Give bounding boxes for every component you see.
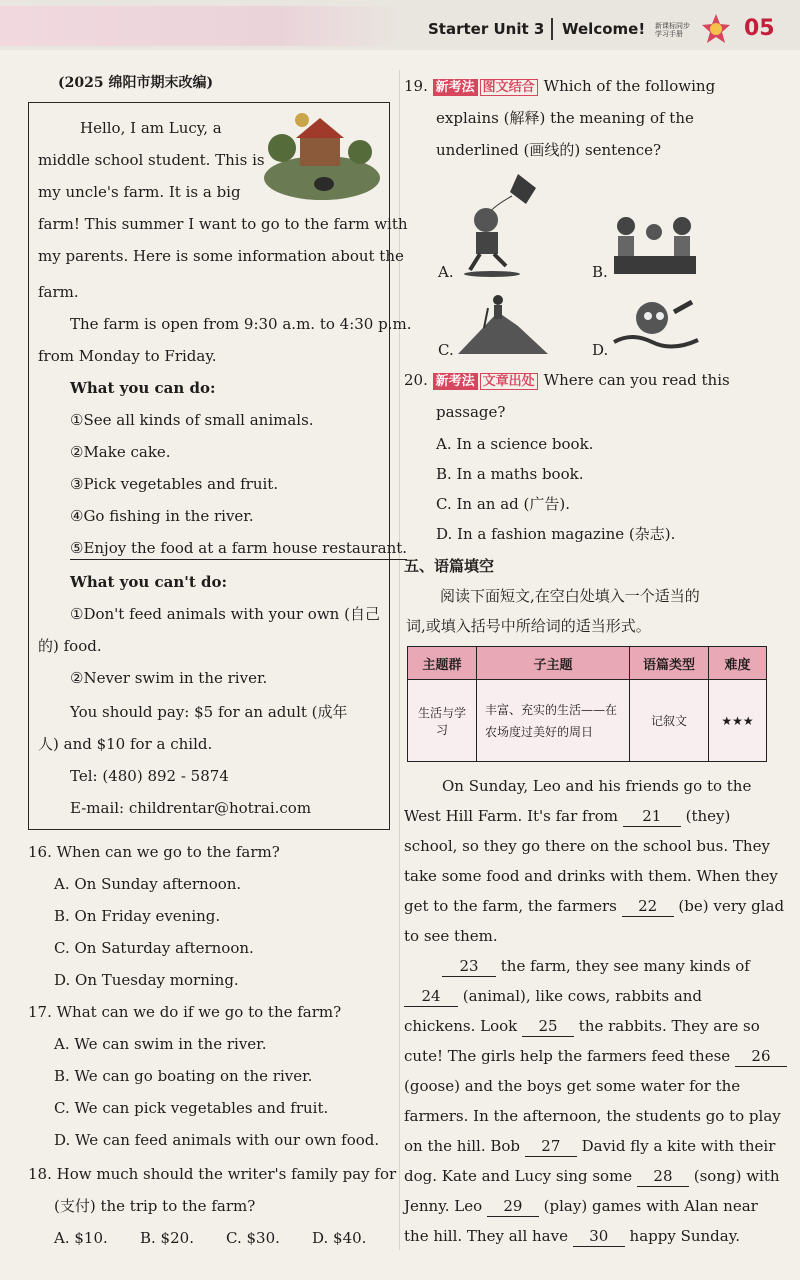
blank-25[interactable]: 25 xyxy=(522,1016,574,1037)
passage-line: farm. xyxy=(38,283,79,301)
cloze-line: to see them. xyxy=(404,927,498,945)
can-do-item: ②Make cake. xyxy=(70,443,171,461)
passage-line: my uncle's farm. It is a big xyxy=(38,183,241,201)
new-method-tag: 新考法 xyxy=(433,79,478,96)
cant-do-item: ②Never swim in the river. xyxy=(70,669,268,687)
table-header: 语篇类型 xyxy=(630,647,709,680)
blank-22[interactable]: 22 xyxy=(622,896,674,917)
question-17: 17. What can we do if we go to the farm? xyxy=(28,1003,342,1021)
cloze-text: (song) with xyxy=(693,1167,780,1185)
unit-title: Starter Unit 3 xyxy=(428,20,545,38)
blank-30[interactable]: 30 xyxy=(573,1226,625,1247)
cloze-line xyxy=(404,896,784,917)
option-16c[interactable]: C. On Saturday afternoon. xyxy=(54,939,254,957)
section-title: 五、语篇填空 xyxy=(404,557,495,575)
blank-27[interactable]: 27 xyxy=(525,1136,577,1157)
option-19c[interactable]: C. xyxy=(438,341,454,359)
cloze-text: dog. Kate and Lucy sing some xyxy=(404,1167,633,1185)
option-19a[interactable]: A. xyxy=(438,263,454,281)
topic-table xyxy=(407,646,767,762)
header-band xyxy=(0,6,400,46)
blank-23[interactable]: 23 xyxy=(442,956,496,977)
option-17a[interactable]: A. We can swim in the river. xyxy=(54,1035,267,1053)
cloze-line xyxy=(404,1166,780,1187)
picture-text-tag: 图文结合 xyxy=(480,79,538,96)
email-address: E-mail: childrentar@hotrai.com xyxy=(70,799,312,817)
blank-28[interactable]: 28 xyxy=(637,1166,689,1187)
option-20c[interactable]: C. In an ad (广告). xyxy=(436,495,570,513)
question-20-text: Where can you read this xyxy=(543,371,730,389)
can-do-item: ①See all kinds of small animals. xyxy=(70,411,314,429)
passage-source-tag: 文章出处 xyxy=(480,373,538,390)
option-17c[interactable]: C. We can pick vegetables and fruit. xyxy=(54,1099,329,1117)
new-method-tag: 新考法 xyxy=(433,373,478,390)
cloze-text: David fly a kite with their xyxy=(581,1137,776,1155)
option-16d[interactable]: D. On Tuesday morning. xyxy=(54,971,239,989)
phone-number: Tel: (480) 892 - 5874 xyxy=(70,767,229,785)
option-18a[interactable]: A. $10. xyxy=(54,1229,108,1247)
question-19-cont: underlined (画线的) sentence? xyxy=(436,141,662,159)
cloze-text: West Hill Farm. It's far from xyxy=(404,807,619,825)
cloze-line: school, so they go there on the school bus. They xyxy=(404,837,770,855)
people-eating-picture xyxy=(612,212,698,278)
question-19-text: Which of the following xyxy=(543,77,716,95)
question-19-cont: explains (解释) the meaning of the xyxy=(436,109,694,127)
table-header: 子主题 xyxy=(477,647,630,680)
cloze-line: farmers. In the afternoon, the students go to play xyxy=(404,1107,781,1125)
underlined-sentence: ⑤Enjoy the food at a farm house restaurant. xyxy=(70,538,407,560)
question-18: 18. How much should the writer's family pay for xyxy=(28,1165,397,1183)
question-number: 20. xyxy=(404,371,428,389)
cloze-text: chickens. Look xyxy=(404,1017,518,1035)
unit-subtitle: Welcome! xyxy=(562,20,646,38)
cloze-line xyxy=(404,806,730,827)
cloze-line xyxy=(404,1046,787,1067)
option-18c[interactable]: C. $30. xyxy=(226,1229,280,1247)
page-header xyxy=(0,0,800,50)
cloze-line xyxy=(442,956,750,977)
header-separator xyxy=(551,18,553,40)
cloze-line xyxy=(404,1136,775,1157)
question-20-cont: passage? xyxy=(436,403,506,421)
cloze-text: the farm, they see many kinds of xyxy=(500,957,750,975)
source-note: (2025 绵阳市期末改编) xyxy=(58,75,214,91)
cloze-text: get to the farm, the farmers xyxy=(404,897,617,915)
cloze-text: happy Sunday. xyxy=(629,1227,740,1245)
question-20 xyxy=(404,370,730,390)
option-20d[interactable]: D. In a fashion magazine (杂志). xyxy=(436,525,676,543)
option-16b[interactable]: B. On Friday evening. xyxy=(54,907,221,925)
cloze-line xyxy=(404,986,702,1007)
page-number: 05 xyxy=(744,16,775,41)
table-cell: ★★★ xyxy=(709,680,767,762)
passage-line: The farm is open from 9:30 a.m. to 4:30 p.m. xyxy=(70,315,412,333)
passage-line: middle school student. This is xyxy=(38,151,265,169)
section-instructions: 阅读下面短文,在空白处填入一个适当的 xyxy=(440,587,700,605)
price-line: You should pay: $5 for an adult (成年 xyxy=(70,703,348,721)
blank-26[interactable]: 26 xyxy=(735,1046,787,1067)
cloze-line xyxy=(404,1226,740,1247)
cloze-text: (they) xyxy=(685,807,731,825)
option-18b[interactable]: B. $20. xyxy=(140,1229,194,1247)
cant-do-heading: What you can't do: xyxy=(70,573,228,591)
can-do-item: ③Pick vegetables and fruit. xyxy=(70,475,279,493)
option-19d[interactable]: D. xyxy=(592,341,609,359)
blank-29[interactable]: 29 xyxy=(487,1196,539,1217)
cloze-text: cute! The girls help the farmers feed these xyxy=(404,1047,731,1065)
question-number: 19. xyxy=(404,77,428,95)
cloze-line: (goose) and the boys get some water for the xyxy=(404,1077,741,1095)
passage-line: my parents. Here is some information about the xyxy=(38,247,404,265)
option-16a[interactable]: A. On Sunday afternoon. xyxy=(54,875,242,893)
can-do-item: ④Go fishing in the river. xyxy=(70,507,254,525)
option-17b[interactable]: B. We can go boating on the river. xyxy=(54,1067,313,1085)
cloze-line xyxy=(404,1196,758,1217)
can-do-heading: What you can do: xyxy=(70,379,216,397)
swimming-picture xyxy=(612,292,702,356)
cloze-line: take some food and drinks with them. When they xyxy=(404,867,778,885)
cloze-line: On Sunday, Leo and his friends go to the xyxy=(442,777,752,795)
table-header: 难度 xyxy=(709,647,767,680)
question-19 xyxy=(404,76,715,96)
kite-flying-picture xyxy=(456,170,546,278)
table-cell: 生活与学习 xyxy=(408,680,477,762)
cloze-text: (animal), like cows, rabbits and xyxy=(462,987,703,1005)
cloze-text: on the hill. Bob xyxy=(404,1137,521,1155)
table-cell: 丰富、充实的生活——在农场度过美好的周日 xyxy=(477,680,630,762)
passage-line: Hello, I am Lucy, a xyxy=(80,119,222,137)
option-18d[interactable]: D. $40. xyxy=(312,1229,367,1247)
cloze-text: the rabbits. They are so xyxy=(578,1017,760,1035)
cloze-text: the hill. They all have xyxy=(404,1227,568,1245)
question-16: 16. When can we go to the farm? xyxy=(28,843,280,861)
question-18-cont: (支付) the trip to the farm? xyxy=(54,1197,256,1215)
blank-24[interactable]: 24 xyxy=(404,986,458,1007)
cloze-text: (be) very glad xyxy=(678,897,785,915)
table-header: 主题群 xyxy=(408,647,477,680)
cloze-text: (play) games with Alan near xyxy=(543,1197,758,1215)
option-20b[interactable]: B. In a maths book. xyxy=(436,465,584,483)
blank-21[interactable]: 21 xyxy=(623,806,681,827)
hiking-picture xyxy=(458,292,548,354)
cloze-line xyxy=(404,1016,760,1037)
section-instructions: 词,或填入括号中所给词的适当形式。 xyxy=(406,617,651,635)
option-17d[interactable]: D. We can feed animals with our own food. xyxy=(54,1131,380,1149)
flower-badge-icon xyxy=(700,12,732,48)
cant-do-item: ①Don't feed animals with your own (自己 xyxy=(70,605,380,623)
table-cell: 记叙文 xyxy=(630,680,709,762)
price-line: 人) and $10 for a child. xyxy=(38,735,213,753)
option-19b[interactable]: B. xyxy=(592,263,608,281)
passage-line: from Monday to Friday. xyxy=(38,347,217,365)
cant-do-item: 的) food. xyxy=(38,637,102,655)
passage-line: farm! This summer I want to go to the farm with xyxy=(38,215,408,233)
cloze-text: Jenny. Leo xyxy=(404,1197,483,1215)
option-20a[interactable]: A. In a science book. xyxy=(436,435,594,453)
farm-illustration xyxy=(262,108,380,200)
series-label: 新课标同步 学习手册 xyxy=(655,22,690,38)
